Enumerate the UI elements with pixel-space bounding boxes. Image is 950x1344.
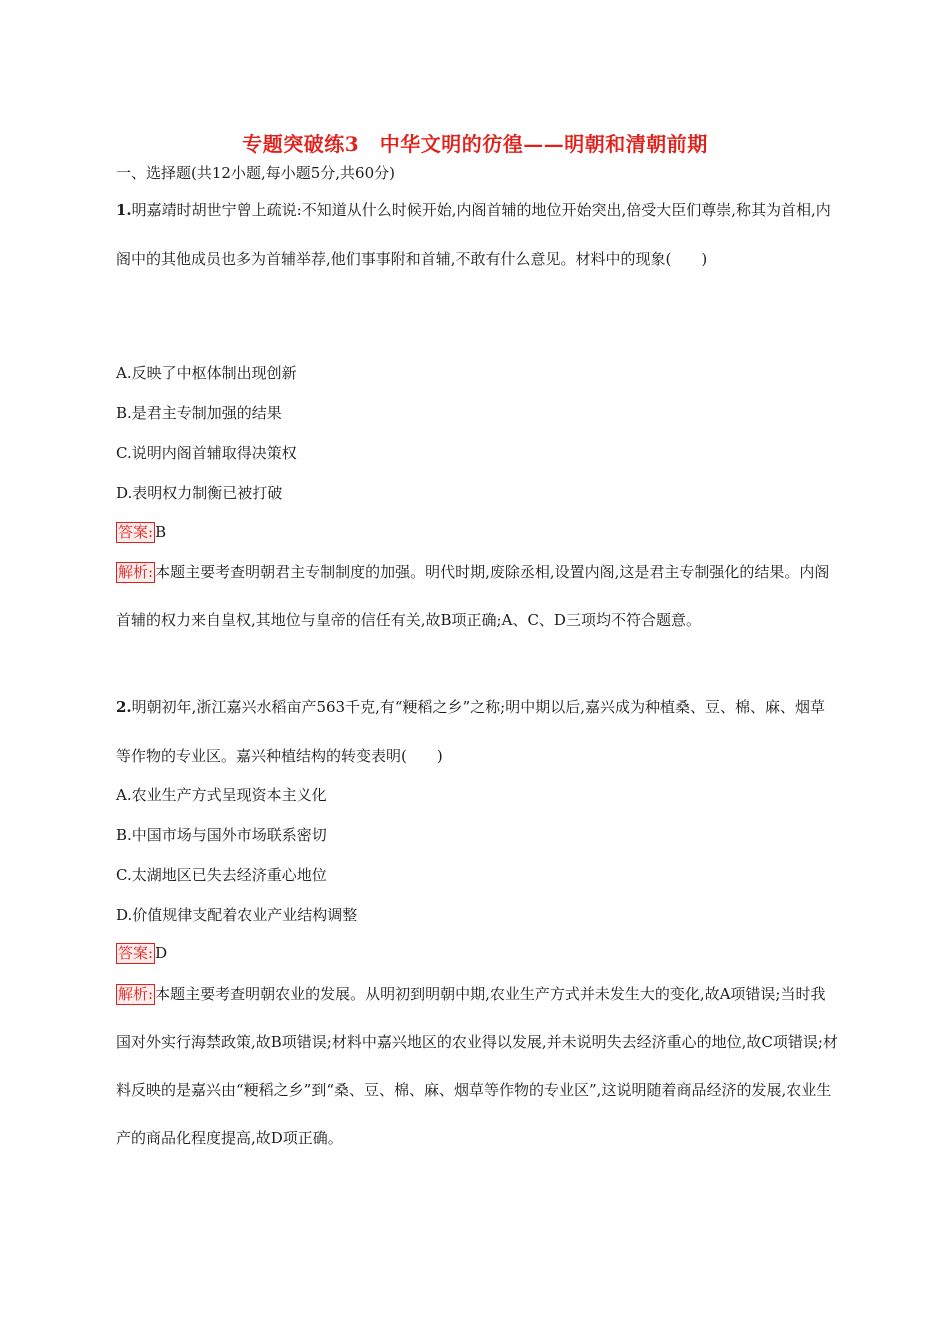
answer-line (116, 514, 838, 550)
option-d: D.价值规律支配着农业产业结构调整 (116, 906, 358, 924)
analysis-body: 本题主要考查明朝君主专制制度的加强。明代时期,废除丞相,设置内阁,这是君主专制强化的结果。内阁首辅的权力来自皇权,其地位与皇帝的信任有关,故B项正确;A、C、D三项均不符合题意。 (116, 563, 830, 629)
answer-tag: 答案: (118, 944, 154, 962)
question-2-stem (116, 683, 838, 781)
option-b: B.中国市场与国外市场联系密切 (116, 826, 327, 844)
question-stem-text: 明朝初年,浙江嘉兴水稻亩产563千克,有“粳稻之乡”之称;明中期以后,嘉兴成为种植桑、豆、棉、麻、烟草等作物的专业区。嘉兴种植结构的转变表明( ) (116, 698, 826, 765)
question-number: 1. (116, 201, 132, 219)
page-title: 专题突破练3 中华文明的彷徨——明朝和清朝前期 (242, 132, 708, 156)
question-1-options (116, 353, 838, 513)
option-c: C.太湖地区已失去经济重心地位 (116, 866, 327, 884)
option-b: B.是君主专制加强的结果 (116, 404, 282, 422)
option-d: D.表明权力制衡已被打破 (116, 484, 283, 502)
answer-line (116, 935, 838, 971)
question-number: 2. (116, 698, 132, 716)
question-2-analysis (116, 970, 838, 1162)
question-1-answer (116, 514, 838, 550)
option-a: A.农业生产方式呈现资本主义化 (116, 786, 327, 804)
analysis-text (116, 970, 838, 1162)
question-1 (116, 186, 838, 284)
question-2-options (116, 775, 838, 935)
answer-value: B (155, 523, 167, 541)
question-stem-text: 明嘉靖时胡世宁曾上疏说:不知道从什么时候开始,内阁首辅的地位开始突出,倍受大臣们尊崇,称其为首相,内阁中的其他成员也多为首辅举荐,他们事事附和首辅,不敢有什么意见。材料中的现象( ) (116, 201, 831, 268)
option-c: C.说明内阁首辅取得决策权 (116, 444, 297, 462)
question-1-stem (116, 186, 838, 284)
analysis-text (116, 548, 838, 644)
question-2-answer (116, 935, 838, 971)
analysis-body: 本题主要考查明朝农业的发展。从明初到明朝中期,农业生产方式并未发生大的变化,故A项错误;当时我国对外实行海禁政策,故B项错误;材料中嘉兴地区的农业得以发展,并未说明失去经济重心的地位,故C项错误;材料反映的是嘉兴由“粳稻之乡”到“桑、豆、棉、麻、烟草等作物的专业区”,这说明随着商品经济的发展,农业生产的商品化程度提高,故D项正确。 (116, 985, 838, 1147)
option-a: A.反映了中枢体制出现创新 (116, 364, 297, 382)
answer-tag: 答案: (118, 523, 154, 541)
question-1-analysis (116, 548, 838, 644)
section-heading: 一、选择题(共12小题,每小题5分,共60分) (116, 164, 395, 182)
answer-value: D (155, 944, 168, 962)
analysis-tag: 解析: (118, 563, 154, 581)
question-2 (116, 683, 838, 781)
analysis-tag: 解析: (118, 985, 154, 1003)
